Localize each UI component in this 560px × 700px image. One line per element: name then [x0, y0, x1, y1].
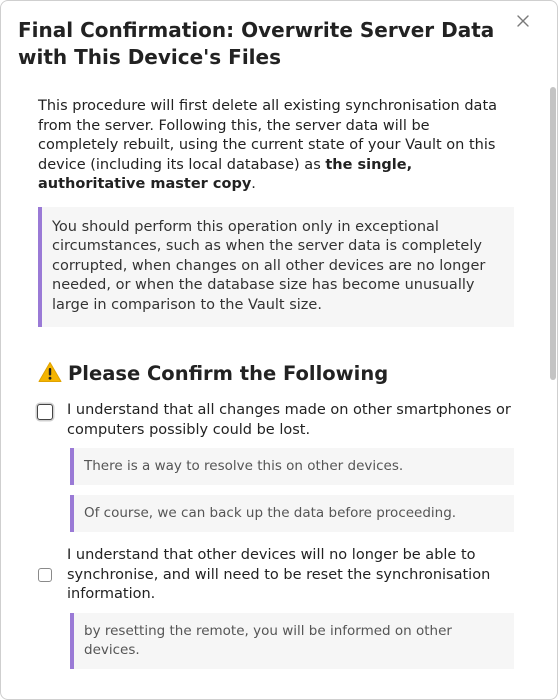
warning-callout: You should perform this operation only in exceptional circumstances, such as when the server data is completely corrupted, when changes on all other devices are no longer needed, or when the database size has become unusually large in comparison to the Vault size. [38, 207, 514, 328]
confirm-label-1: I understand that all changes made on other smartphones or computers possibly could be lost. [67, 402, 511, 438]
confirm-checkbox-2[interactable] [38, 568, 52, 582]
intro-text-end: . [251, 176, 256, 192]
close-icon [513, 11, 533, 31]
dialog-title: Final Confirmation: Overwrite Server Data with This Device's Files [18, 18, 495, 69]
confirm-checkbox-1[interactable] [37, 404, 53, 420]
dialog-content [38, 97, 514, 669]
confirm-note-1b: Of course, we can back up the data before proceeding. [70, 495, 514, 532]
intro-text: This procedure will first delete all existing synchronisation data from the server. Following this, the server data will be completely rebuilt, using the current state of your Vault on this device (including its local database) as [38, 98, 498, 173]
confirm-item-2 [38, 546, 514, 605]
intro-paragraph [38, 97, 514, 195]
close-button[interactable] [513, 11, 533, 31]
confirm-label-2: I understand that other devices will no longer be able to synchronise, and will need to be reset the synchronisation information. [67, 547, 491, 602]
confirm-item-1 [38, 401, 514, 440]
confirm-note-1a: There is a way to resolve this on other devices. [70, 448, 514, 485]
intro-emphasis: the single, authoritative master copy [38, 156, 413, 192]
confirm-note-2a: by resetting the remote, you will be informed on other devices. [70, 613, 514, 669]
warning-icon [38, 361, 62, 383]
scrollbar-thumb[interactable] [550, 87, 556, 380]
confirm-heading [38, 361, 514, 387]
confirm-heading-text: Please Confirm the Following [68, 362, 389, 385]
